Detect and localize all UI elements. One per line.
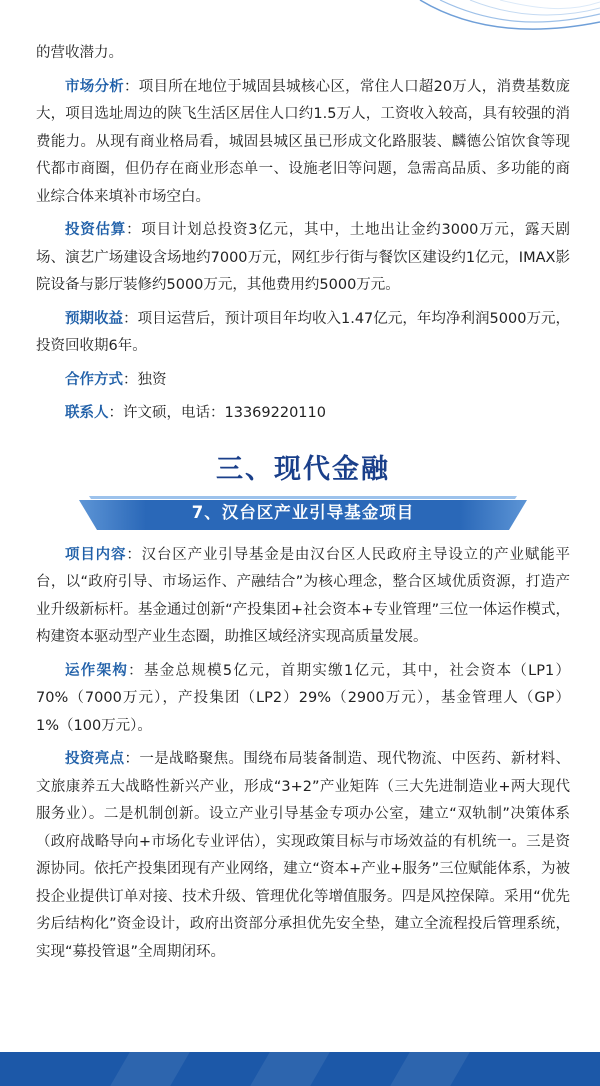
investment-highlights-paragraph (36, 746, 570, 966)
market-analysis-label: 市场分析 (65, 78, 124, 95)
investment-highlights-text: ：一是战略聚焦。围绕布局装备制造、现代物流、中医药、新材料、文旅康养五大战略性新兴产业，形成“3+2”产业矩阵（三大先进制造业+两大现代服务业）。二是机制创新。设立产业引导基金专项办公室，建立“双轨制”决策体系（政府战略导向+市场化专业评估），实现政策目标与市场效益的有机统一。三是资源协同。依托产投集团现有产业网络，建立“资本+产业+服务”三位赋能体系，为被投企业提供订单对接、技术升级、管理优化等增值服务。四是风控保障。采用“优先劣后结构化”资金设计，政府出资部分承担优先安全垫，建立全流程投后管理系统，实现“募投管退”全周期闭环。 (36, 751, 571, 960)
market-analysis-text: ：项目所在地位于城固县城核心区，常住人口超20万人，消费基数庞大，项目选址周边的陕飞生活区居住人口约1.5万人，工资收入较高，具有较强的消费能力。从现有商业格局看，城固县城区虽已形成文化路服装、麟德公馆饮食等现代都市商圈，但仍存在商业形态单一、设施老旧等问题，急需高品质、多功能的商业综合体来填补市场空白。 (36, 78, 571, 205)
document-body (36, 40, 570, 972)
investment-highlights-label: 投资亮点 (65, 751, 125, 767)
operation-structure-text: ：基金总规模5亿元，首期实缴1亿元，其中，社会资本（LP1）70%（7000万元），产投集团（LP2）29%（2900万元），基金管理人（GP）1%（100万元）。 (36, 662, 571, 734)
footer-stripe (250, 1052, 330, 1086)
market-analysis-paragraph (36, 74, 570, 212)
investment-estimate-label: 投资估算 (65, 222, 127, 238)
contact-label: 联系人 (65, 405, 109, 421)
header-wave-decoration (380, 0, 600, 40)
expected-returns-text: ：项目运营后，预计项目年均收入1.47亿元，年均净利润5000万元，投资回收期6年。 (36, 310, 571, 354)
contact-paragraph (36, 400, 570, 428)
banner-title: 7、汉台区产业引导基金项目 (191, 502, 415, 522)
continuation-text: 的营收潜力。 (36, 45, 123, 61)
cooperation-paragraph (36, 367, 570, 395)
footer-stripe (390, 1052, 470, 1086)
project-content-paragraph (36, 542, 570, 652)
cooperation-label: 合作方式 (65, 371, 123, 388)
footer-stripe (110, 1052, 190, 1086)
section-title: 三、现代金融 (216, 453, 390, 485)
expected-returns-label: 预期收益 (65, 310, 124, 327)
expected-returns-paragraph (36, 306, 570, 361)
investment-estimate-paragraph (36, 217, 570, 300)
footer-band (0, 1052, 600, 1086)
investment-estimate-text: ：项目计划总投资3亿元，其中，土地出让金约3000万元，露天剧场、演艺广场建设含场地约7000万元，网红步行街与餐饮区建设约1亿元，IMAX影院设备与影厅装修约5000万元，其他费用约5000万元。 (36, 222, 571, 293)
contact-text: ：许文硕，电话：13369220110 (108, 405, 326, 421)
operation-structure-label: 运作架构 (65, 662, 129, 679)
project-content-text: ：汉台区产业引导基金是由汉台区人民政府主导设立的产业赋能平台，以“政府引导、市场运作、产融结合”为核心理念，整合区域优质资源，打造产业升级新标杆。基金通过创新“产投集团+社会资本+专业管理”三位一体运作模式，构建资本驱动型产业生态圈，助推区域经济实现高质量发展。 (36, 546, 570, 645)
operation-structure-paragraph (36, 658, 570, 741)
project-content-label: 项目内容 (65, 546, 127, 563)
cooperation-text: ：独资 (123, 371, 167, 388)
project-title-banner (79, 496, 527, 530)
